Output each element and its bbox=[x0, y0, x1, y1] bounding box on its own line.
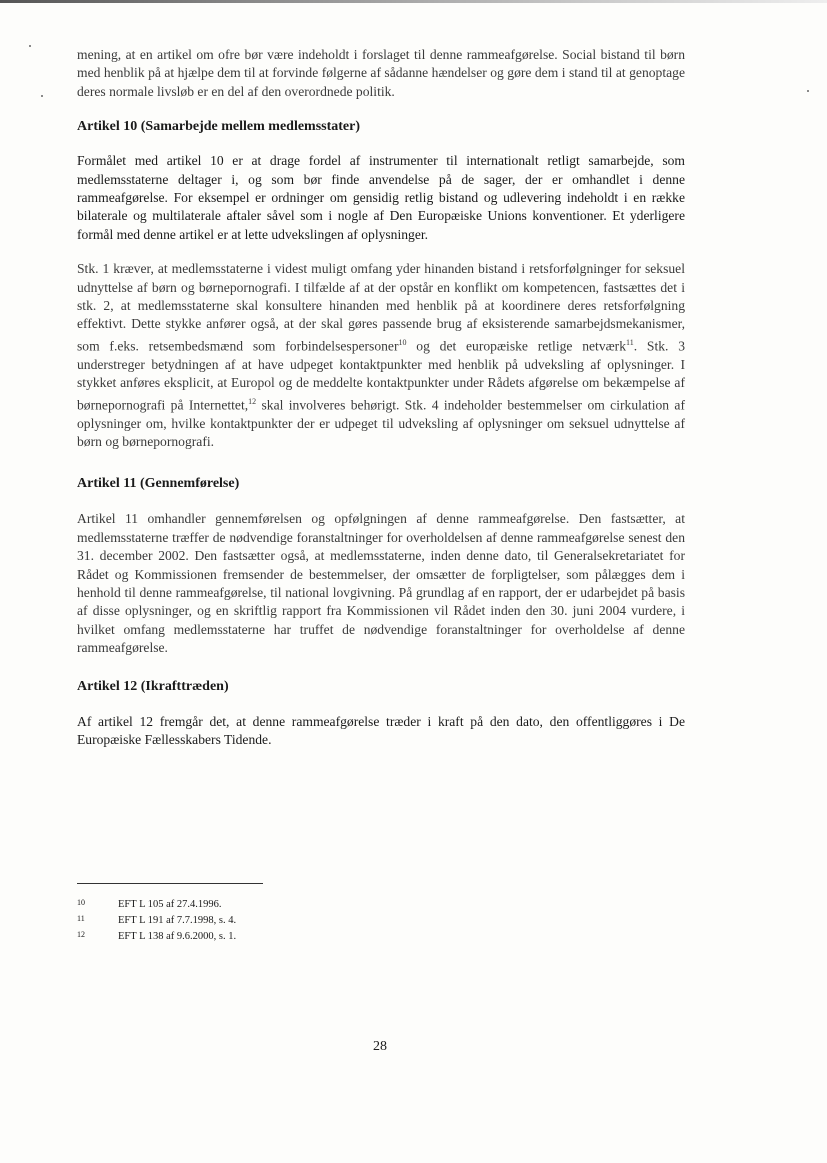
margin-speck bbox=[41, 95, 43, 97]
footnote-number: 10 bbox=[77, 898, 85, 907]
paragraph-artikel-10-paragraphs bbox=[77, 260, 685, 451]
footnote-ref-11: 11 bbox=[626, 337, 634, 347]
footnote-text: EFT L 105 af 27.4.1996. bbox=[118, 899, 222, 910]
heading-artikel-10: Artikel 10 (Samarbejde mellem medlemsstater) bbox=[77, 119, 361, 135]
footnote-number: 11 bbox=[77, 914, 85, 923]
footnote-text: EFT L 191 af 7.7.1998, s. 4. bbox=[118, 915, 237, 926]
footnote-10 bbox=[77, 897, 477, 913]
paragraph-text: skal involveres behørigt. Stk. 4 indeholder bestemmelser om cirkulation af oplysninger om, hvilke kontaktpunkter der er udpeget til udveksling af oplysninger om seksuel udnyttelse af børn og børnepornografi. bbox=[77, 397, 685, 449]
footnotes bbox=[77, 897, 477, 945]
paragraph-intro: mening, at en artikel om ofre bør være indeholdt i forslaget til denne rammeafgørelse. Social bistand til børn med henblik på at hjælpe dem til at forvinde følgerne af sådanne hændelser og gøre dem i stand til at genoptage deres normale livsløb er en del af den overordnede politik. bbox=[77, 47, 685, 99]
margin-speck bbox=[29, 45, 31, 47]
paragraph-text: Stk. 1 kræver, at medlemsstaterne i videst muligt omfang yder hinanden bistand i retsforfølgninger for seksuel udnyttelse af børn og børnepornografi. I tilfælde af at der opstår en konflikt om kompetencen, fastsættes det i stk. 2, at medlemsstaterne skal konsultere hinanden med henblik på at koordinere deres retsforfølgning effektivt. Dette stykke anfører også, at der skal gøres passende brug af eksisterende samarbejdsmekanismer, som f.eks. retsembedsmænd som forbindelsespersoner bbox=[77, 261, 685, 354]
footnote-11 bbox=[77, 913, 477, 929]
footnote-text: EFT L 138 af 9.6.2000, s. 1. bbox=[118, 931, 237, 942]
top-scan-edge bbox=[0, 0, 827, 3]
paragraph-artikel-12: Af artikel 12 fremgår det, at denne rammeafgørelse træder i kraft på den dato, den offentliggøres i De Europæiske Fællesskabers Tidende. bbox=[77, 713, 685, 748]
footnote-number: 12 bbox=[77, 930, 85, 939]
heading-artikel-12: Artikel 12 (Ikrafttræden) bbox=[77, 678, 229, 694]
footnote-12 bbox=[77, 929, 477, 945]
margin-speck bbox=[807, 90, 809, 92]
paragraph-artikel-11: Artikel 11 omhandler gennemførelsen og opfølgningen af denne rammeafgørelse. Den fastsætter, at medlemsstaterne træffer de nødvendige foranstaltninger for overholdelsen af denne rammeafgørelse senest den 31. december 2002. Den fastsætter også, at medlemsstaterne, inden denne dato, til Generalsekretariatet for Rådet og Kommissionen fremsender de bestemmelser, der omsætter de forpligtelser, som pålægges dem i henhold til denne rammeafgørelse, til national lovgivning. På grundlag af en rapport, der er udarbejdet på basis af disse oplysninger, og en skriftlig rapport fra Kommissionen vil Rådet inden den 30. juni 2004 vurdere, i hvilket omfang medlemsstaterne har truffet de nødvendige foranstaltninger for overholdelse af denne rammeafgørelse. bbox=[77, 511, 685, 656]
heading-artikel-11: Artikel 11 (Gennemførelse) bbox=[77, 476, 240, 492]
document-body bbox=[77, 46, 685, 749]
footnote-ref-10: 10 bbox=[398, 337, 407, 347]
footnote-divider bbox=[77, 883, 263, 884]
paragraph-artikel-10-purpose: Formålet med artikel 10 er at drage fordel af instrumenter til internationalt retligt samarbejde, som medlemsstaterne deltager i, og som bør finde anvendelse på de sager, der er omhandlet i denne rammeafgørelse. For eksempel er ordninger om gensidig retlig bistand og udlevering indeholdt i en række bilaterale og multilaterale aftaler såvel som i nogle af Den Europæiske Unions konventioner. Et yderligere formål med denne artikel er at lette udvekslingen af oplysninger. bbox=[77, 153, 685, 242]
paragraph-text: og det europæiske retlige netværk bbox=[406, 338, 627, 354]
page-number: 28 bbox=[373, 1039, 387, 1054]
paragraph-text: . Stk. 3 understreger betydningen af at have udpeget kontaktpunkter med henblik på udveksling af oplysninger. I stykket anføres eksplicit, at Europol og de meddelte kontaktpunkter under Rådets afgørelse om bekæmpelse af børnepornografi på Internettet, bbox=[77, 338, 685, 413]
footnote-ref-12: 12 bbox=[248, 396, 257, 406]
